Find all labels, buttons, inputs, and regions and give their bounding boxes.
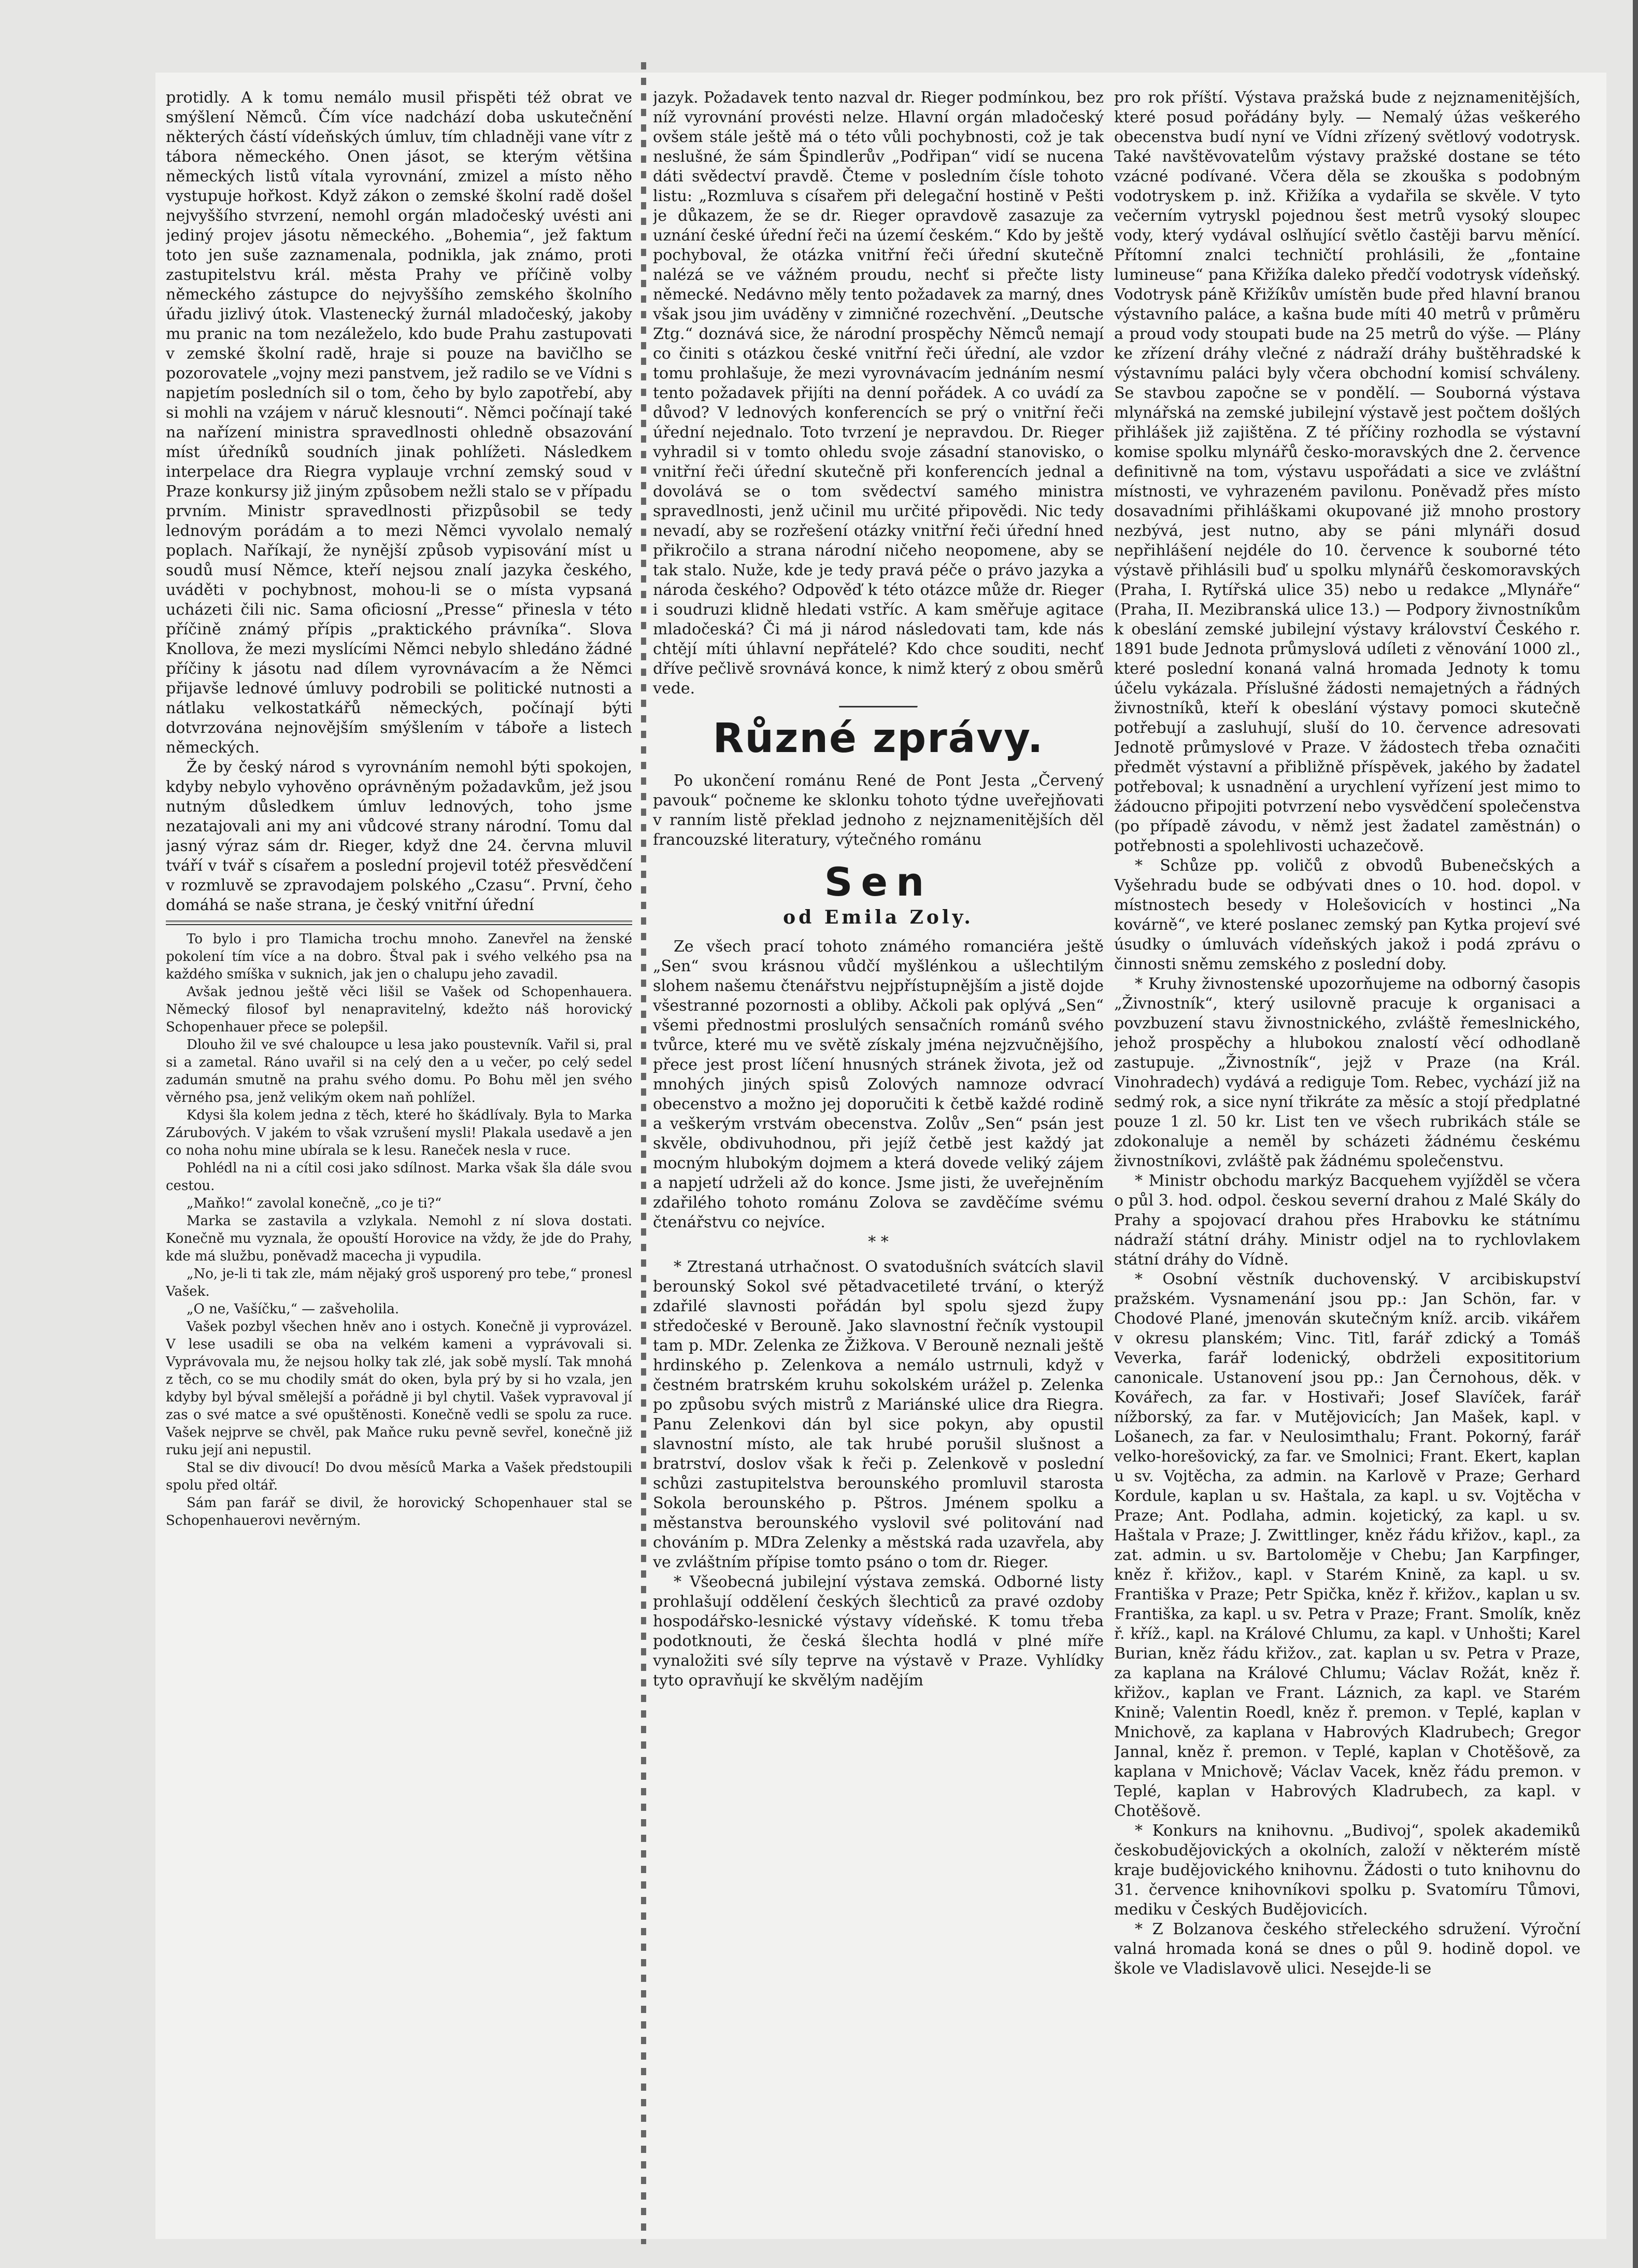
- news-paragraph: * Konkurs na knihovnu. „Budivoj“, spolek akademiků českobudějovických a okolních, založí v některém místě kraje budějovického knihovnu. Žádosti o tuto knihovnu do 31. července knihovníkovi spolku p. Svatomíru Tůmovi, mediku v Českých Budějovicích.: [1114, 1822, 1580, 1919]
- article-paragraph: jazyk. Požadavek tento nazval dr. Rieger podmínkou, bez níž vyrovnání provésti nelze. Hlavní orgán mladočeský ovšem stále ještě má o této vůli pochybnosti, což je tak neslušné, že sám Špindlerův „Podřipan“ vidí se nucena dáti svědectví pravdě. Čteme v posledním čísle tohoto listu: „Rozmluva s císařem při delegační hostině v Pešti je důkazem, že se dr. Rieger opravdově zasazuje za uznání české úřední řeči na území českém.“ Kdo by ještě pochyboval, že otázka vnitřní řeči úřední skutečně nalézá se ve vážném proudu, nechť si přečte listy německé. Nedávno měly tento požadavek za marný, dnes však jsou jim uváděny v zimničné rozechvění. „Deutsche Ztg.“ doznává sice, že národní prospěchy Němců nemají co činiti s otázkou české vnitřní řeči úřední, ale vzdor tomu prohlašuje, že mezi vyrovnávacím jednáním nesmí tento požadavek přijíti na denní pořádek. A co uvádí za důvod? V lednových konferencích se prý o vnitřní řeči úřední nejednalo. Toto tvrzení je nepravdou. Dr. Rieger vyhradil si v tomto ohledu svoje zásadní stanovisko, o vnitřní řeči úřední skutečně při konferencích jednal a dovolává se o tom svědectví samého ministra spravedlnosti, jenž učinil mu určité připovědi. Nic tedy nevadí, aby se rozřešení otázky vnitřní řeči úřední hned přikročilo a strana národní ničeho neopomene, aby se tak stalo. Nuže, kde je tedy pravá péče o právo jazyka a národa českého? Odpověď k této otázce může dr. Rieger i soudruzi klidně hledati vstříc. A kam směřuje agitace mladočeská? Či má ji národ následovati tam, kde nás chtějí míti úhlavní nepřátelé? Kdo chce souditi, nechť dříve pečlivě srovnává konce, k nimž který z obou směrů vede.: [653, 89, 1104, 698]
- novel-title: Sen: [824, 859, 933, 905]
- column-3: [1114, 88, 1580, 2239]
- story-paragraph: Stal se div divoucí! Do dvou měsíců Marka a Vašek předstoupili spolu před oltář.: [166, 1460, 632, 1493]
- story-paragraph: Sám pan farář se divil, že horovický Schopenhauer stal se Schopenhauerovi nevěrným.: [166, 1495, 632, 1528]
- column-2: [653, 88, 1104, 2239]
- news-paragraph: Ze všech prací tohoto známého romanciéra ještě „Sen“ svou krásnou vůdčí myšlénkou a ušlechtilým slohem našemu čtenářstvu nejpřístupnějším a jistě dojde všestranné pozornosti a obliby. Ačkoli pak oplývá „Sen“ všemi přednostmi proslulých sensačních románů svého tvůrce, které mu ve světě získaly jména nejzvučnějšího, přece jest prost líčení hnusných stránek života, jež od mnohých jiných spisů Zolových namnoze odvrací obecenstvo a možno jej doporučiti k četbě každé rodině a veškerým vrstvám obecenstva. Zolův „Sen“ psán jest skvěle, obdivuhodnou, při jejíž četbě jest každý jat mocným hlubokým dojmem a která dovede veliký zájem a napjetí udrželi až do konce. Jsme jisti, že uveřejněním zdařilého tohoto románu Zolova se zavděčíme svému čtenářstvu co nejvíce.: [653, 938, 1104, 1231]
- article-paragraph: protidly. A k tomu nemálo musil přispěti též obrat ve smýšlení Němců. Čím více nadchází doba uskutečnění některých částí vídeňských úmluv, tím chladněji vane vítr z tábora německého. Onen jásot, se kterým většina německých listů vítala vyrovnání, zmizel a místo něho vystupuje hořkost. Když zákon o zemské školní radě došel nejvyššího stvrzení, nemohl orgán mladočeský uvésti ani jediný projev jásotu německého. „Bohemia“, jež faktum toto jen suše zaznamenala, podnikla, jak známo, proti zastupitelstvu král. města Prahy ve příčině volby německého zástupce do nejvyššího zemského školního úřadu jizlivý útok. Vlastenecký žurnál mladočeský, jakoby mu pranic na tom nezáleželo, kdo bude Prahu zastupovati v zemské školní radě, hraje si pouze na bavičlho se pozorovatele „vojny mezi panstvem, jež radilo se ve Vídni s napjetím posledních sil o tom, čeho by bylo zapotřebí, aby si mohli na vzájem v náruč klesnouti“. Němci počínají také na nařízení ministra spravedlnosti ohledně obsazování míst úředníků soudních jinak pohlížeti. Následkem interpelace dra Riegra vyplauje vrchní zemský soud v Praze konkursy již jiným způsobem nežli stalo se v případu prvním. Ministr spravedlnosti přizpůsobil se tedy lednovým porádám a to mezi Němci vyvolalo nemalý poplach. Naříkají, že nynější způsob vypisování míst u soudů musí Němce, kteří nejsou znalí jazyka českého, uváděti v pochybnost, mohou-li se o místa vypsaná ucházeti čili nic. Sama oficiosní „Presse“ přinesla v této příčině známý přípis „praktického právníka“. Slova Knollova, že mezi myslícími Němci nebylo shledáno žádné příčiny k jásotu nad dílem vyrovnávacím a že Němci přijavše lednové úmluvy podrobili se politické nutnosti a nátlaku velkostatkářů německých, počínají býti dotvrzována nejnovějším smýšlením v táboře a listech německých.: [166, 89, 632, 757]
- page-binding-edge: [1633, 0, 1638, 2268]
- feuilleton-story: [166, 930, 632, 1529]
- section-divider: [839, 706, 918, 708]
- news-paragraph: * Schůze pp. voličů z obvodů Bubenečských a Vyšehradu bude se odbývati dnes o 10. hod. dopol. v místnostech besedy v Holešovicích v hostinci „Na kovárně“, ve které poslanec zemský pan Kytka projeví své úsudky o úmluvách vídeňských jakož i podá zprávu o činnosti sněmu zemského z poslední doby.: [1114, 857, 1580, 973]
- story-paragraph: „No, je-li ti tak zle, mám nějaký groš usporený pro tebe,“ pronesl Vašek.: [166, 1266, 632, 1299]
- story-paragraph: Vašek pozbyl všechen hněv ano i ostych. Konečně ji vyprovázel. V lese usadili se oba na velkém kameni a vyprávovali si. Vyprávovala mu, že nejsou holky tak zlé, jak sobě myslí. Tak mnohá z těch, co se mu chodily smát do oken, byla prý by si ho vzala, jen kdyby byl býval smělejší a pořádně ji byl chytil. Vašek vypravoval jí zas o své matce a své opuštěnosti. Konečně vedli se spolu za ruce. Vašek nejprve se chvěl, pak Maňce ruku pevně sevřel, konečně již ruku její ani nepustil.: [166, 1319, 632, 1458]
- news-paragraph: pro rok příští. Výstava pražská bude z nejznamenitějších, které posud pořádány byly. — Nemalý úžas veškerého obecenstva budí nyní ve Vídni zřízený světlový vodotrysk. Také navštěvovatelům výstavy pražské dostane se této vzácné podívané. Včera děla se zkouška s podobným vodotryskem p. inž. Křižíka a vydařila se skvěle. V tyto večerním vytryskl pojednou šest metrů vysoký sloupec vody, který vydával oslňující světlo častěji barvu měnící. Přítomní znalci techničtí prohlásili, že „fontaine lumineuse“ pana Křižíka daleko předčí vodotrysk vídeňský. Vodotrysk páně Křižíkův umístěn bude před hlavní branou výstavního paláce, a kašna bude míti 40 metrů v průměru a proud vody stoupati bude na 25 metrů do výše. — Plány ke zřízení dráhy vlečné z nádraží dráhy buštěhradské k výstavnímu paláci byly včera obchodní komisí schváleny. Se stavbou započne se v pondělí. — Souborná výstava mlynářská na zemské jubilejní výstavě jest počtem došlých přihlášek již zajištěna. Z té příčiny rozhodla se výstavní komise spolku mlynářů česko-moravských dne 2. července definitivně na tom, výstavu uspořádati a sice ve zvláštní místnosti, ve vyhrazeném pavilonu. Poněvadž přes místo dosavadními přihláškami okupované již mnoho prostory nezbývá, jest nutno, aby se páni mlynáři dosud nepřihlášení nejdéle do 10. července k souborné této výstavě přihlásili buď u spolku mlynářů českomoravských (Praha, I. Rytířská ulice 35) nebo u redakce „Mlynáře“ (Praha, II. Mezibranská ulice 13.) — Podpory živnostníkům k obeslání zemské jubilejní výstavy království Českého r. 1891 bude Jednota průmyslová udíleti z věnování 1000 zl., které poslední konaná valná hromada Jednoty k tomu účelu vykázala. Příslušné žádosti nemajetných a řádných živnostníků, kteří k obeslání výstavy pomoci skutečně potřebují a zasluhují, sluší do 10. července adresovati Jednotě průmyslové v Praze. V žádostech třeba označiti předmět výstavní a přibližně příspěvek, jakého by žadatel potřeboval; k usnadnění a urychlení vyřízení jest mimo to žádoucno připojiti potvrzení nebo vysvědčení společenstva (po případě závodu, v němž jest žadatel zaměstnán) o potřebnosti a spolehlivosti uchazečově.: [1114, 89, 1580, 855]
- story-paragraph: „Maňko!“ zavolal konečně, „co je ti?“: [187, 1196, 442, 1211]
- article-paragraph: Že by český národ s vyrovnáním nemohl býti spokojen, kdyby nebylo vyhověno oprávněným požadavkům, jež jsou nutným důsledkem úmluv lednových, toho jsme nezatajovali ani my ani vůdcové strany národní. Tomu dal jasný výraz sám dr. Rieger, když dne 24. června mluvil tváří v tvář s císařem a poslední projevil totéž přesvědčení v rozmluvě se zpravodajem polského „Czasu“. První, čeho domáhá se naše strana, je český vnitřní úřední: [166, 758, 632, 914]
- news-paragraph: * Osobní věstník duchovenský. V arcibiskupství pražském. Vysnamenání jsou pp.: Jan Schön, far. v Chodové Plané, jmenován skutečným kníž. arcib. vikářem v okresu planském; Vinc. Titl, farář zdický a Tomáš Veverka, farář lodenický, obdrželi exposititorium canonicale. Ustanovení jsou pp.: Jan Černohous, děk. v Kovářech, za far. v Hostivaři; Josef Slavíček, farář nížborský, za far. v Mutějovicích; Jan Mašek, kapl. v Lošanech, za far. v Neulosimthalu; Frant. Pokorný, farář velko-horešovický, za far. ve Smolnici; Frant. Ekert, kaplan u sv. Vojtěcha, za admin. na Karlově v Praze; Gerhard Kordule, kaplan u sv. Haštala, za kapl. u sv. Vojtěcha v Praze; Ant. Podlaha, admin. kojetický, za kapl. u sv. Haštala v Praze; J. Zwittlinger, kněz řádu křižov., kapl., za zat. admin. u sv. Bartoloměje v Chebu; Jan Karpfinger, kněz ř. křižov., kapl. v Starém Knině, za kapl. u sv. Františka v Praze; Petr Spička, kněz ř. křižov., kaplan u sv. Františka, za kapl. u sv. Petra v Praze; Frant. Smolík, kněz ř. kříž., kapl. na Králové Chlumu, za kapl. v Unhošti; Karel Burian, kněz řádu křižov., zat. kaplan u sv. Petra v Praze, za kaplana na Králové Chlumu; Václav Rožát, kněz ř. křižov., kaplan ve Frant. Láznich, za kapl. ve Starém Knině; Valentin Roedl, kněz ř. premon. v Teplé, kaplan v Mnichově, za kaplana v Habrových Kladrubech; Gregor Jannal, kněz ř. premon. v Teplé, kaplan v Chotěšově, za kaplana v Mnichově; Václav Vacek, kněz řádu premon. v Teplé, kaplan v Habrových Kladrubech, za kapl. v Chotěšově.: [1114, 1270, 1580, 1820]
- separator-mark: * *: [868, 1233, 889, 1251]
- story-paragraph: Avšak jednou ještě věci lišil se Vašek od Schopenhauera. Německý filosof byl nenapravitelný, kdežto náš horovický Schopenhauer přece se polepšil.: [166, 984, 632, 1035]
- story-paragraph: Pohlédl na ni a cítil cosi jako sdílnost. Marka však šla dále svou cestou.: [166, 1160, 632, 1194]
- section-heading: Různé zprávy.: [713, 715, 1044, 762]
- story-paragraph: Kdysi šla kolem jedna z těch, které ho škádlívaly. Byla to Marka Zárubových. V jakém to však vzrušení mysli! Plakala usedavě a jen co noha nohu mine ubírala se k lesu. Raneček nesla v ruce.: [166, 1108, 632, 1158]
- news-paragraph: * Kruhy živnostenské upozorňujeme na odborný časopis „Živnostník“, který usilovně pracuje k organisaci a povzbuzení stavu živnostnického, zvláště řemeslnického, jehož prospěchy a hlubokou znalostí věcí odhodlaně zastupuje. „Živnostník“, jejž v Praze (na Král. Vinohradech) vydává a rediguje Tom. Rebec, vychází již na sedmý rok, a sice nyní třikráte za měsíc a stojí předplatné pouze 1 zl. 50 kr. List ten ve všech rubrikách stále se zdokonaluje a neměl by scházeti žádnému českému živnostníkovi, zvláště pak žádnému společenstvu.: [1114, 975, 1580, 1170]
- news-paragraph: * Ztrestaná utrhačnost. O svatodušních svátcích slavil berounský Sokol své pětadvacetileté trvání, o kterýž zdařilé slavnosti pořádán byl spolu sjezd župy středočeské v Berouně. Jako slavnostní řečník vystoupil tam p. MDr. Zelenka ze Žižkova. V Berouně neznali ještě hrdinského p. Zelenkova a nemálo ustrnuli, když v čestném bratrském kruhu sokolském urážel p. Zelenka po způsobu svých mistrů z Mariánské ulice dra Riegra. Panu Zelenkovi dán byl sice pokyn, aby opustil slavnostní místo, ale tak hrubé porušil slušnost a bratrství, doslov však k řeči p. Zelenkově v poslední schůzi zastupitelstva berounského promluvil starosta Sokola berounského p. Pštros. Jménem spolku a městanstva berounského vyslovil své politování nad chováním p. MDra Zelenky a městská rada uzavřela, aby ve zvláštním přípise tomto psáno o tom dr. Rieger.: [653, 1258, 1104, 1571]
- story-paragraph: To bylo i pro Tlamicha trochu mnoho. Zanevřel na ženské pokolení tím více a na dobro. Štval pak i svého velkého psa na každého smíška v suknich, jak jen o chalupu jeho zavadil.: [166, 931, 632, 982]
- column-1: [166, 88, 632, 2239]
- column-1-main-article: [166, 88, 632, 915]
- news-paragraph: * Z Bolzanova českého střeleckého sdružení. Výroční valná hromada koná se dnes o půl 9. hodině dopol. ve škole ve Vladislavově ulici. Nesejde-li se: [1114, 1920, 1580, 1978]
- news-paragraph: * Ministr obchodu markýz Bacquehem vyjížděl se včera o půl 3. hod. odpol. českou severní drahou z Malé Skály do Prahy a spojovací drahou přes Hrabovku ke státnímu nádraží státní dráhy. Ministr odjel na to rychlovlakem státní dráhy do Vídně.: [1114, 1172, 1580, 1269]
- news-paragraph: Po ukončení románu René de Pont Jesta „Červený pavouk“ počneme ke sklonku tohoto týdne uveřejňovati v ranním listě překlad jednoho z nejznamenitějších děl francouzské literatury, výtečného románu: [653, 772, 1104, 849]
- news-paragraph: * Všeobecná jubilejní výstava zemská. Odborné listy prohlašují oddělení českých šlechticů za pravé ozdoby hospodářsko-lesnické výstavy vídeňské. K tomu třeba podotknouti, že česká šlechta hodlá v plné míře vynaložiti své síly teprve na výstavě v Praze. Vyhlídky tyto opravňují ke skvělým nadějím: [653, 1573, 1104, 1690]
- page-fold-line: [641, 62, 646, 2244]
- story-paragraph: „O ne, Vašíčku,“ — zašveholila.: [187, 1301, 400, 1317]
- column-2-main-article: [653, 88, 1104, 699]
- story-paragraph: Dlouho žil ve své chaloupce u lesa jako poustevník. Vařil si, pral si a zametal. Ráno uvařil si na celý den a u večer, po celý sedel zadumán smutně na prahu svého domu. Po Bohu měl jen svého věrného psa, jenž velikým okem naň pohlížel.: [166, 1037, 632, 1105]
- novel-author: od Emila Zoly.: [783, 906, 974, 928]
- feuilleton-divider: [166, 920, 632, 925]
- story-paragraph: Marka se zastavila a vzlykala. Nemohl z ní slova dostati. Konečně mu vyznala, že opouští Horovice na vždy, že jde do Prahy, kde má službu, poněvadž macecha ji vypudila.: [166, 1213, 632, 1264]
